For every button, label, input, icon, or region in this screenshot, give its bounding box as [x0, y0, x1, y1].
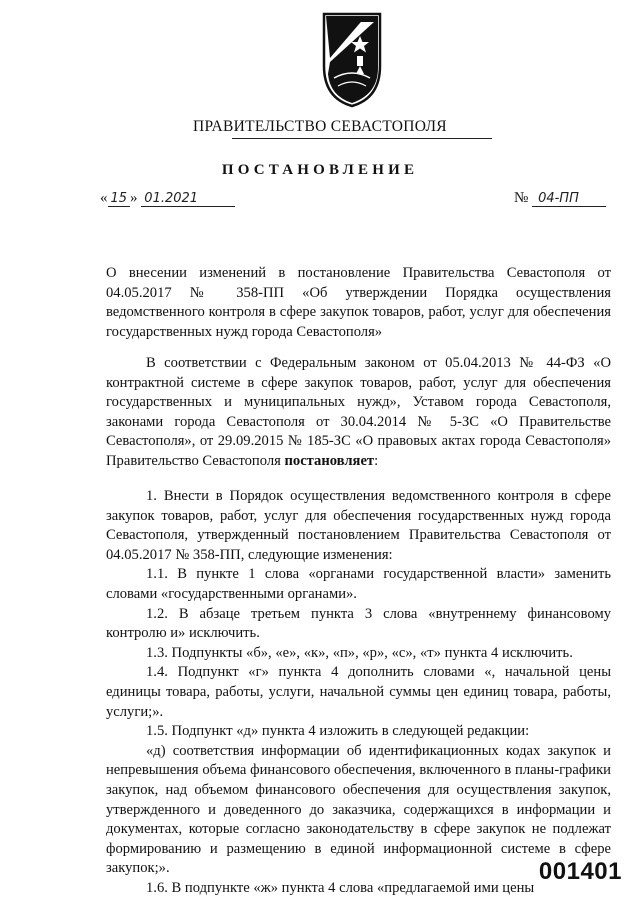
item-1-1: 1.1. В пункте 1 слова «органами государственной власти» заменить словами «государственными органами».: [106, 566, 611, 602]
document-date: [100, 190, 235, 207]
number-sign: №: [514, 190, 529, 206]
preamble-text: В соответствии с Федеральным законом от 05.04.2013 № 44-ФЗ «О контрактной системе в сфере закупок товаров, работ, услуг для обеспечения государственных и муниципальных нужд», Уставом города Севастополя, законами города Севастополя от 30.04.2014 № 5-ЗС «О Правительстве Севастополя», от 29.09.2015 № 185-ЗС «О правовых актах города Севастополя» Правительство Севастополя: [106, 355, 611, 469]
item-1-2: 1.2. В абзаце третьем пункта 3 слова «внутреннему финансовому контролю и» исключить.: [106, 605, 611, 642]
item-1-6: 1.6. В подпункте «ж» пункта 4 слова «предлагаемой ими цены: [146, 879, 535, 896]
coat-of-arms-icon: [320, 8, 384, 108]
item-1-3: 1.3. Подпункты «б», «е», «к», «п», «р», «с», «т» пункта 4 исключить.: [146, 644, 573, 661]
item-1-5: 1.5. Подпункт «д» пункта 4 изложить в следующей редакции:: [146, 723, 530, 740]
serial-number: 001401: [538, 858, 622, 885]
preamble-verb: постановляет: [284, 452, 375, 469]
date-open-quote: «: [100, 190, 108, 206]
number-value: 04-ПП: [532, 191, 606, 207]
government-title: ПРАВИТЕЛЬСТВО СЕВАСТОПОЛЯ: [193, 118, 447, 135]
title-underline: [232, 138, 492, 139]
date-month-year: 01.2021: [141, 191, 235, 207]
date-close-quote: »: [130, 190, 138, 206]
item-1-4: 1.4. Подпункт «г» пункта 4 дополнить словами «, начальной цены единицы товара, работы, услуги, начальной суммы цен единиц товара, работы, услуги;».: [106, 664, 611, 720]
document-number: [514, 190, 606, 207]
subject-paragraph: О внесении изменений в постановление Правительства Севастополя от 04.05.2017 № 358-ПП «Об утверждении Порядка осуществления ведомственного контроля в сфере закупок товаров, работ, услуг для обеспечения государственных нужд города Севастополя»: [106, 265, 611, 340]
date-day: 15: [108, 191, 131, 207]
item-1-5-quote: «д) соответствия информации об идентификационных кодах закупок и непревышения объема финансового обеспечения, включенного в планы-графики закупок, над объемом финансового обеспечения для осуществления закупок, утвержденного и доведенного до заказчика, содержащихся в информации и документах, которые согласно законодательству в сфере закупок не подлежат формированию и размещению в единой информационной системе в сфере закупок;».: [106, 742, 611, 877]
preamble-paragraph: [106, 354, 611, 472]
item-1: 1. Внести в Порядок осуществления ведомственного контроля в сфере закупок товаров, работ, услуг для обеспечения государственных нужд города Севастополя, утвержденный постановлением Правительства Севастополя от 04.05.2017 № 358-ПП, следующие изменения:: [106, 488, 611, 563]
resolution-items: [106, 487, 611, 898]
preamble-colon: :: [374, 452, 379, 469]
document-type-heading: ПОСТАНОВЛЕНИЕ: [221, 162, 419, 178]
